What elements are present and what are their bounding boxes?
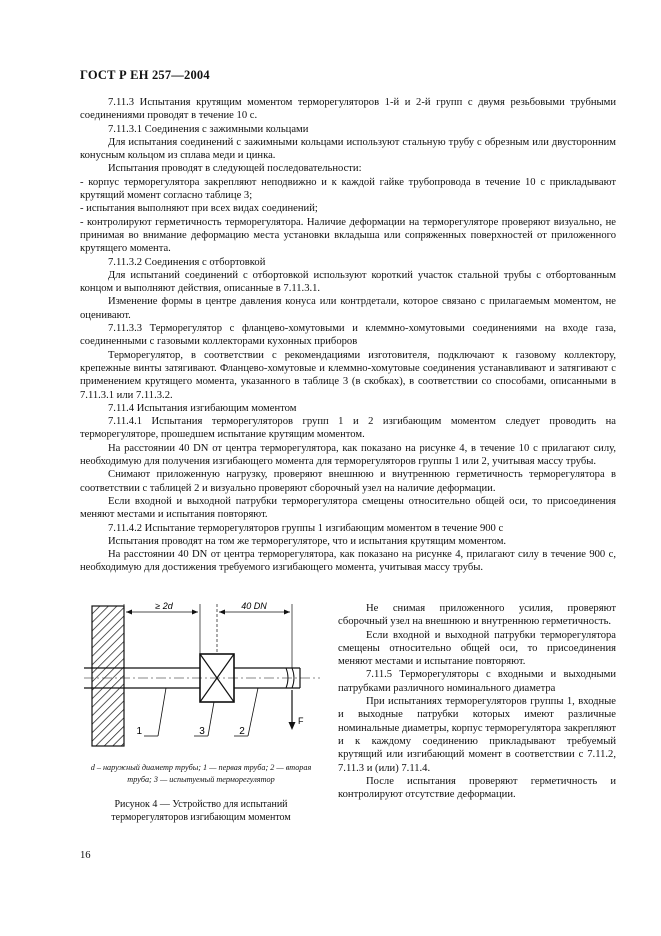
paragraph: Снимают приложенную нагрузку, проверяют внешнюю и внутреннюю герметичность терморегулятора в соответствии с таблицей 2 и визуально проверяют сборочный узел на наличие деформации. <box>80 469 616 494</box>
paragraph: Испытания проводят на том же терморегуляторе, что и испытания крутящим моментом. <box>108 535 507 547</box>
paragraph: 7.11.5 Терморегуляторы с входными и выходными патрубками различного номинального диаметра <box>338 669 616 694</box>
figure-drawing <box>82 598 322 758</box>
list-item: - корпус терморегулятора закрепляют неподвижно и к каждой гайке трубопровода в течение 10 с прикладывают крутящий момент согласно таблице 3; <box>80 176 616 202</box>
dim-label-right: 40 DN <box>241 601 267 611</box>
dim-label-left: ≥ 2d <box>155 601 173 611</box>
paragraph: 7.11.3 Испытания крутящим моментом терморегуляторов 1-й и 2-й групп с двумя резьбовыми трубными соединениями проводят в течение 10 с. <box>80 97 616 122</box>
figure-caption: Рисунок 4 — Устройство для испытаний терморегуляторов изгибающим моментом <box>111 799 291 823</box>
paragraph: Не снимая приложенного усилия, проверяют сборочный узел на внешнюю и внутреннюю герметичность. <box>338 603 616 628</box>
figure-legend: d – наружный диаметр трубы; 1 — первая труба; 2 — вторая труба; 3 — испытуемый терморегулятор <box>90 763 312 784</box>
paragraph: 7.11.4.2 Испытание терморегуляторов группы 1 изгибающим моментом в течение 900 с <box>108 522 504 534</box>
page-number: 16 <box>80 850 91 861</box>
paragraph: Изменение формы в центре давления конуса или контрдетали, которое связано с прилагаемым моментом, не оценивают. <box>80 296 616 321</box>
label-pipe-1: 1 <box>136 726 142 737</box>
paragraph: Если входной и выходной патрубки терморегулятора смещены относительно общей оси, то присоединения меняют местами и испытания повторяют. <box>80 495 616 521</box>
figure-4 <box>82 598 322 763</box>
paragraph: 7.11.4.1 Испытания терморегуляторов групп 1 и 2 изгибающим моментом следует проводить на терморегуляторе, прошедшем испытание крутящим моментом. <box>80 416 616 441</box>
paragraph: На расстоянии 40 DN от центра терморегулятора, как показано на рисунке 4, в течение 10 с прилагают силу, необходимую для получения изгибающего момента для терморегуляторов группы 1 или 2, учитывая массу трубы. <box>80 442 616 468</box>
paragraph: 7.11.4 Испытания изгибающим моментом <box>108 402 297 414</box>
label-pipe-2: 2 <box>239 726 245 737</box>
force-label: F <box>298 716 304 726</box>
paragraph: 7.11.3.3 Терморегулятор с фланцево-хомутовыми и клеммно-хомутовыми соединениями на входе газа, соединенными с газовыми коллекторами кухонных приборов <box>80 323 616 348</box>
paragraph: 7.11.3.1 Соединения с зажимными кольцами <box>108 123 309 135</box>
fixed-wall <box>92 606 124 746</box>
label-thermoregulator: 3 <box>199 726 205 737</box>
paragraph: Если входной и выходной патрубки терморегулятора смещены относительно общей оси, то присоединения меняют местами и испытание повторяют. <box>338 629 616 668</box>
paragraph: После испытания проверяют герметичность и контролируют отсутствие деформации. <box>338 775 616 801</box>
paragraph: Для испытания соединений с зажимными кольцами используют стальную трубу с обрезным или двусторонним конусным кольцом из сплава меди и цинка. <box>80 136 616 162</box>
document-header: ГОСТ Р ЕН 257—2004 <box>80 68 210 82</box>
paragraph: Для испытаний соединений с отбортовкой используют короткий участок стальной трубы с отбортованным концом и выполняют действия, описанные в 7.11.3.1. <box>80 269 616 295</box>
paragraph: Терморегулятор, в соответствии с рекомендациями изготовителя, подключают к газовому коллектору, крепежные винты затягивают. Фланцево-хомутовые и клеммно-хомутовые соединения устанавливают и затягивают с применением крутящего момента, указанного в таблице 3 (в скобках), в соответствии со способами, описанными в 7.11.3.1 или 7.11.3.2. <box>80 349 616 401</box>
list-item: - испытания выполняют при всех видах соединений; <box>80 203 318 215</box>
right-column <box>338 602 616 801</box>
paragraph: При испытаниях терморегуляторов группы 1, входные и выходные патрубки которых имеют различные номинальные диаметры, корпус терморегулятора закрепляют и к каждому соединению прикладывают требуемый крутящий или изгибающий момент в соответствии с 7.11.2, 7.11.3 и (или) 7.11.4. <box>338 696 616 774</box>
paragraph: 7.11.3.2 Соединения с отбортовкой <box>108 256 266 268</box>
main-text <box>80 96 616 575</box>
list-item: - контролируют герметичность терморегулятора. Наличие деформации на терморегуляторе проверяют визуально, не принимая во внимание деформацию места установки вкладыша или сопряженных поверхностей от приложенного крутящего момента. <box>80 216 616 255</box>
paragraph: На расстоянии 40 DN от центра терморегулятора, как показано на рисунке 4, прилагают силу в течение 900 с, необходимую для достижения требуемого изгибающего момента, учитывая массу трубы. <box>80 549 616 574</box>
paragraph: Испытания проводят в следующей последовательности: <box>108 163 362 175</box>
